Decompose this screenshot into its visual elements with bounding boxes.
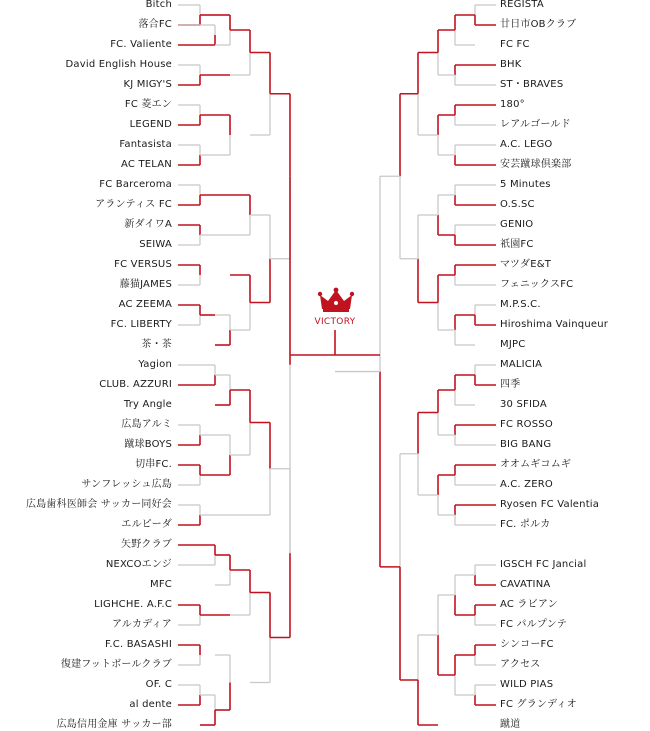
team-name-left: 広島信用金庫 サッカー部 [56,719,172,730]
team-name-right: M.P.S.C. [500,299,541,310]
team-name-right: 30 SFIDA [500,399,547,410]
team-name-left: 広島歯科医師会 サッカー同好会 [26,499,172,510]
team-name-left: 新ダイワA [124,219,172,230]
team-name-left: al dente [129,699,172,710]
team-name-right: CAVATINA [500,579,551,590]
team-name-right: A.C. ZERO [500,479,553,490]
team-name-right: 5 Minutes [500,179,551,190]
team-name-right: アクセス [500,659,541,670]
team-name-left: 落合FC [138,19,172,30]
team-name-left: エルピーダ [121,519,172,530]
team-name-left: 切串FC. [135,459,172,470]
team-name-right: BIG BANG [500,439,552,450]
team-name-left: FC 菱エン [124,99,172,110]
team-name-right: MJPC [500,339,526,350]
team-name-right: FC FC [500,39,530,50]
team-name-right: 180° [500,99,525,110]
team-name-left: 復建フットボールクラブ [60,659,172,670]
team-name-left: Bitch [145,0,172,10]
team-name-left: Yagion [138,359,172,370]
team-name-right: FC ROSSO [500,419,553,430]
team-name-left: サンフレッシュ広島 [81,479,172,490]
team-name-left: KJ MIGY'S [123,79,172,90]
team-name-right: A.C. LEGO [500,139,553,150]
team-name-right: O.S.SC [500,199,535,210]
team-name-left: 広島アルミ [121,419,172,430]
team-name-left: OF. C [145,679,172,690]
team-name-right: 蹴道 [500,719,521,730]
team-name-left: 蹴球BOYS [124,439,172,450]
team-name-left: 茶・茶 [141,339,172,350]
team-name-right: REGISTA [500,0,544,10]
team-name-left: FC. Valiente [110,39,172,50]
team-name-left: F.C. BASASHI [105,639,172,650]
team-name-right: FC パルプンテ [500,619,568,630]
team-name-right: マツダE&T [500,259,552,270]
team-name-right: GENIO [500,219,534,230]
team-name-right: Ryosen FC Valentia [500,499,600,510]
team-name-right: オオムギコムギ [500,459,572,470]
team-name-left: David English House [65,59,172,70]
team-name-left: FC. LIBERTY [110,319,172,330]
team-name-left: MFC [150,579,172,590]
team-name-left: Try Angle [123,399,172,410]
team-name-right: FC. ポルカ [500,519,551,530]
victory-label: VICTORY [314,317,356,327]
crown-icon [318,287,354,313]
team-name-right: IGSCH FC Jancial [500,559,587,570]
team-name-right: AC ラビアン [500,599,558,610]
team-name-right: フェニックスFC [500,279,574,290]
team-name-right: 安芸蹴球倶楽部 [500,159,572,170]
team-name-left: アルカディア [112,619,172,630]
team-name-right: FC グランディオ [500,699,577,710]
team-name-left: 矢野クラブ [121,539,172,550]
team-name-right: Hiroshima Vainqueur [500,319,609,330]
team-name-left: LEGEND [129,119,172,130]
team-name-left: 藤猫JAMES [119,279,172,290]
team-name-right: 廿日市OBクラブ [500,19,577,30]
team-name-right: 四季 [500,379,521,390]
team-name-right: ST・BRAVES [500,79,564,90]
team-name-left: AC ZEEMA [118,299,172,310]
team-name-left: FC Barceroma [99,179,172,190]
team-name-right: WILD PIAS [500,679,554,690]
team-name-right: BHK [500,59,522,70]
team-name-right: シンコーFC [500,639,554,650]
team-name-left: CLUB. AZZURI [99,379,172,390]
team-name-left: LIGHCHE. A.F.C [94,599,172,610]
team-name-left: AC TELAN [121,159,172,170]
team-name-left: SEIWA [139,239,172,250]
team-name-left: FC VERSUS [114,259,172,270]
team-name-left: NEXCOエンジ [105,559,172,570]
team-name-left: アランティス FC [95,199,172,210]
team-name-right: MALICIA [500,359,543,370]
team-name-left: Fantasista [119,139,172,150]
team-name-right: 祇園FC [500,239,534,250]
team-name-right: レアルゴールド [500,119,571,130]
